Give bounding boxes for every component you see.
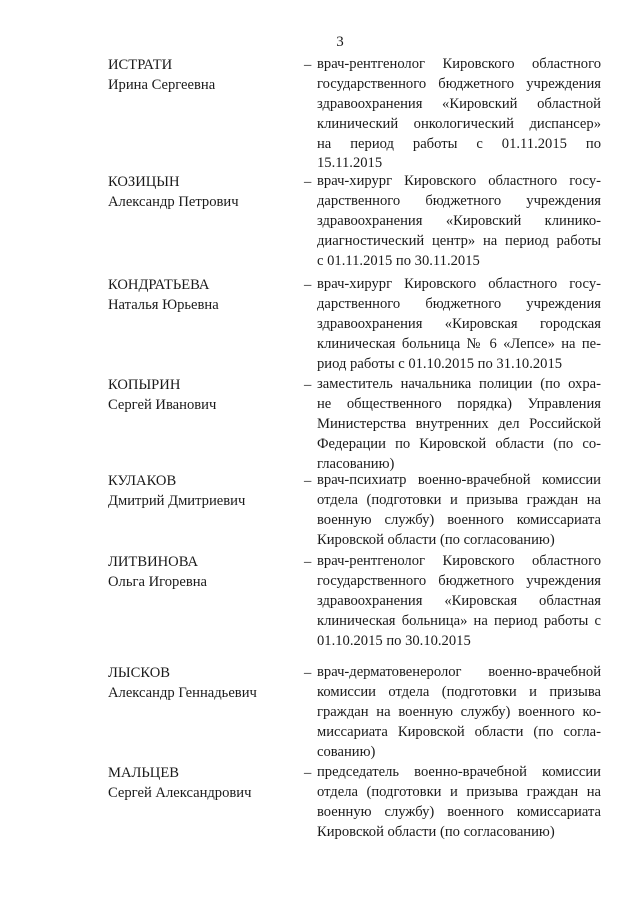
position-line: отдела (подготовки и призыва граждан на bbox=[317, 491, 601, 508]
position-line: Кировской области (по согласованию) bbox=[317, 823, 555, 840]
member-surname: ИСТРАТИ bbox=[108, 57, 173, 73]
dash-separator: – bbox=[304, 174, 312, 190]
position-line: здравоохранения «Кировский клинико- bbox=[317, 212, 601, 229]
member-position bbox=[317, 552, 601, 651]
member-position bbox=[317, 172, 601, 271]
position-line: Кировской области (по согласованию) bbox=[317, 531, 555, 548]
position-line: 01.10.2015 по 30.10.2015 bbox=[317, 632, 471, 649]
member-name bbox=[108, 375, 298, 415]
dash-separator: – bbox=[304, 554, 312, 570]
position-line: на период работы с 01.11.2015 по bbox=[317, 135, 601, 152]
member-surname: КОЗИЦЫН bbox=[108, 174, 180, 190]
position-line: врач-рентгенолог Кировского областного bbox=[317, 56, 601, 72]
member-given-names: Наталья Юрьевна bbox=[108, 297, 219, 314]
member-position bbox=[317, 763, 601, 843]
dash-separator: – bbox=[304, 57, 312, 73]
position-line: сованию) bbox=[317, 743, 376, 760]
member-surname: КУЛАКОВ bbox=[108, 473, 177, 489]
member-name bbox=[108, 663, 298, 703]
member-given-names: Сергей Александрович bbox=[108, 785, 252, 802]
position-line: граждан на военную службу) военного ко- bbox=[317, 703, 601, 720]
position-line: 15.11.2015 bbox=[317, 155, 383, 172]
position-line: государственного бюджетного учреждения bbox=[317, 572, 601, 589]
member-name bbox=[108, 275, 298, 315]
position-line: военную службу) военного комиссариата bbox=[317, 511, 601, 528]
position-line: дарственного бюджетного учреждения bbox=[317, 295, 601, 312]
member-position bbox=[317, 663, 601, 762]
position-line: врач-хирург Кировского областного госу- bbox=[317, 276, 601, 292]
dash-separator: – bbox=[304, 765, 312, 781]
position-line: комиссии отдела (подготовки и призыва bbox=[317, 683, 601, 700]
member-surname: КОНДРАТЬЕВА bbox=[108, 277, 210, 293]
position-line: риод работы с 01.10.2015 по 31.10.2015 bbox=[317, 355, 563, 372]
member-surname: ЛИТВИНОВА bbox=[108, 554, 199, 570]
position-line: врач-психиатр военно-врачебной комиссии bbox=[317, 472, 601, 488]
position-line: дарственного бюджетного учреждения bbox=[317, 192, 601, 209]
member-given-names: Александр Геннадьевич bbox=[108, 685, 257, 702]
dash-separator: – bbox=[304, 665, 312, 681]
position-line: миссариата Кировской области (по согла- bbox=[317, 723, 601, 740]
member-position bbox=[317, 471, 601, 551]
position-line: клиническая больница» на период работы с bbox=[317, 612, 601, 629]
position-line: не общественного порядка) Управления bbox=[317, 395, 601, 412]
page-number: 3 bbox=[336, 34, 344, 50]
member-given-names: Сергей Иванович bbox=[108, 397, 217, 414]
member-name bbox=[108, 172, 298, 212]
member-position bbox=[317, 55, 601, 174]
member-name bbox=[108, 471, 298, 511]
dash-separator: – bbox=[304, 277, 312, 293]
member-surname: МАЛЬЦЕВ bbox=[108, 765, 179, 781]
position-line: Министерства внутренних дел Российской bbox=[317, 415, 601, 432]
position-line: государственного бюджетного учреждения bbox=[317, 75, 601, 92]
position-line: с 01.11.2015 по 30.11.2015 bbox=[317, 252, 480, 269]
position-line: гласованию) bbox=[317, 455, 395, 472]
member-name bbox=[108, 552, 298, 592]
member-position bbox=[317, 375, 601, 474]
position-line: председатель военно-врачебной комиссии bbox=[317, 764, 601, 780]
member-given-names: Ольга Игоревна bbox=[108, 574, 207, 591]
position-line: врач-рентгенолог Кировского областного bbox=[317, 553, 601, 569]
member-given-names: Дмитрий Дмитриевич bbox=[108, 493, 246, 510]
member-given-names: Александр Петрович bbox=[108, 194, 239, 211]
position-line: диагностический центр» на период работы bbox=[317, 232, 601, 249]
member-position bbox=[317, 275, 601, 374]
position-line: заместитель начальника полиции (по охра- bbox=[317, 376, 601, 392]
position-line: здравоохранения «Кировская областная bbox=[317, 592, 601, 609]
member-surname: ЛЫСКОВ bbox=[108, 665, 171, 681]
position-line: военную службу) военного комиссариата bbox=[317, 803, 601, 820]
dash-separator: – bbox=[304, 377, 312, 393]
position-line: Федерации по Кировской области (по со- bbox=[317, 435, 601, 452]
position-line: врач-хирург Кировского областного госу- bbox=[317, 173, 601, 189]
position-line: врач-дерматовенеролог военно-врачебной bbox=[317, 664, 601, 680]
position-line: клиническая больница № 6 «Лепсе» на пе- bbox=[317, 335, 601, 352]
member-surname: КОПЫРИН bbox=[108, 377, 181, 393]
member-name bbox=[108, 55, 298, 95]
position-line: здравоохранения «Кировский областной bbox=[317, 95, 601, 112]
member-name bbox=[108, 763, 298, 803]
position-line: отдела (подготовки и призыва граждан на bbox=[317, 783, 601, 800]
position-line: клинический онкологический диспансер» bbox=[317, 115, 601, 132]
member-given-names: Ирина Сергеевна bbox=[108, 77, 216, 94]
position-line: здравоохранения «Кировская городская bbox=[317, 315, 601, 332]
dash-separator: – bbox=[304, 473, 312, 489]
